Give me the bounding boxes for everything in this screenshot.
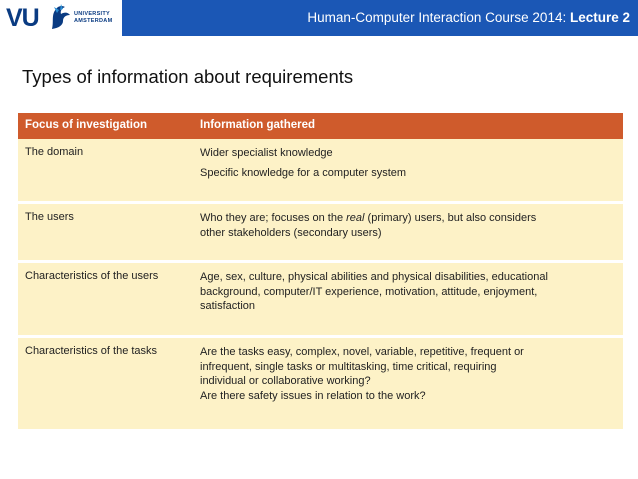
row-focus: The users	[25, 211, 74, 223]
row-focus: Characteristics of the users	[25, 270, 159, 282]
header-info: Information gathered	[200, 119, 316, 131]
info-line: individual or collaborative working?	[200, 375, 371, 387]
row-focus: The domain	[25, 146, 84, 158]
table-row	[18, 263, 623, 335]
course-banner	[122, 0, 638, 36]
logo-vu-text: VU	[6, 4, 39, 32]
course-title: Human-Computer Interaction Course 2014:	[307, 10, 570, 25]
page-title: Types of information about requirements	[22, 66, 354, 87]
info-text: Who they are; focuses on the	[200, 212, 347, 224]
info-text: (primary) users, but also considers	[364, 212, 537, 224]
info-line: Are the tasks easy, complex, novel, variable, repetitive, frequent or	[200, 346, 524, 358]
row-info	[200, 270, 615, 314]
info-line: Specific knowledge for a computer system	[200, 167, 407, 179]
row-focus: Characteristics of the tasks	[25, 345, 158, 357]
info-line: satisfaction	[200, 300, 256, 312]
header-focus: Focus of investigation	[25, 119, 148, 131]
table-row	[18, 338, 623, 429]
info-emphasis: real	[346, 212, 365, 224]
vu-logo	[0, 0, 122, 36]
header-bar	[0, 0, 638, 36]
info-line: other stakeholders (secondary users)	[200, 226, 382, 239]
info-line: Are there safety issues in relation to the work?	[200, 389, 426, 402]
info-line: Age, sex, culture, physical abilities and physical disabilities, educational	[200, 271, 548, 283]
requirements-table	[18, 113, 623, 429]
university-line1: UNIVERSITY	[74, 11, 111, 17]
row-info	[200, 143, 615, 183]
info-line: infrequent, single tasks or multitasking, time critical, requiring	[200, 360, 497, 373]
table-header	[18, 113, 623, 139]
griffin-icon	[48, 3, 72, 31]
table-row	[18, 204, 623, 260]
row-info	[200, 345, 615, 403]
university-line2: AMSTERDAM	[74, 18, 113, 24]
lecture-label: Lecture 2	[569, 10, 630, 25]
university-name	[74, 11, 112, 25]
table-row	[18, 139, 623, 201]
info-line: Wider specialist knowledge	[200, 147, 333, 159]
row-info	[200, 211, 615, 240]
info-line: background, computer/IT experience, motivation, attitude, enjoyment,	[200, 285, 538, 298]
